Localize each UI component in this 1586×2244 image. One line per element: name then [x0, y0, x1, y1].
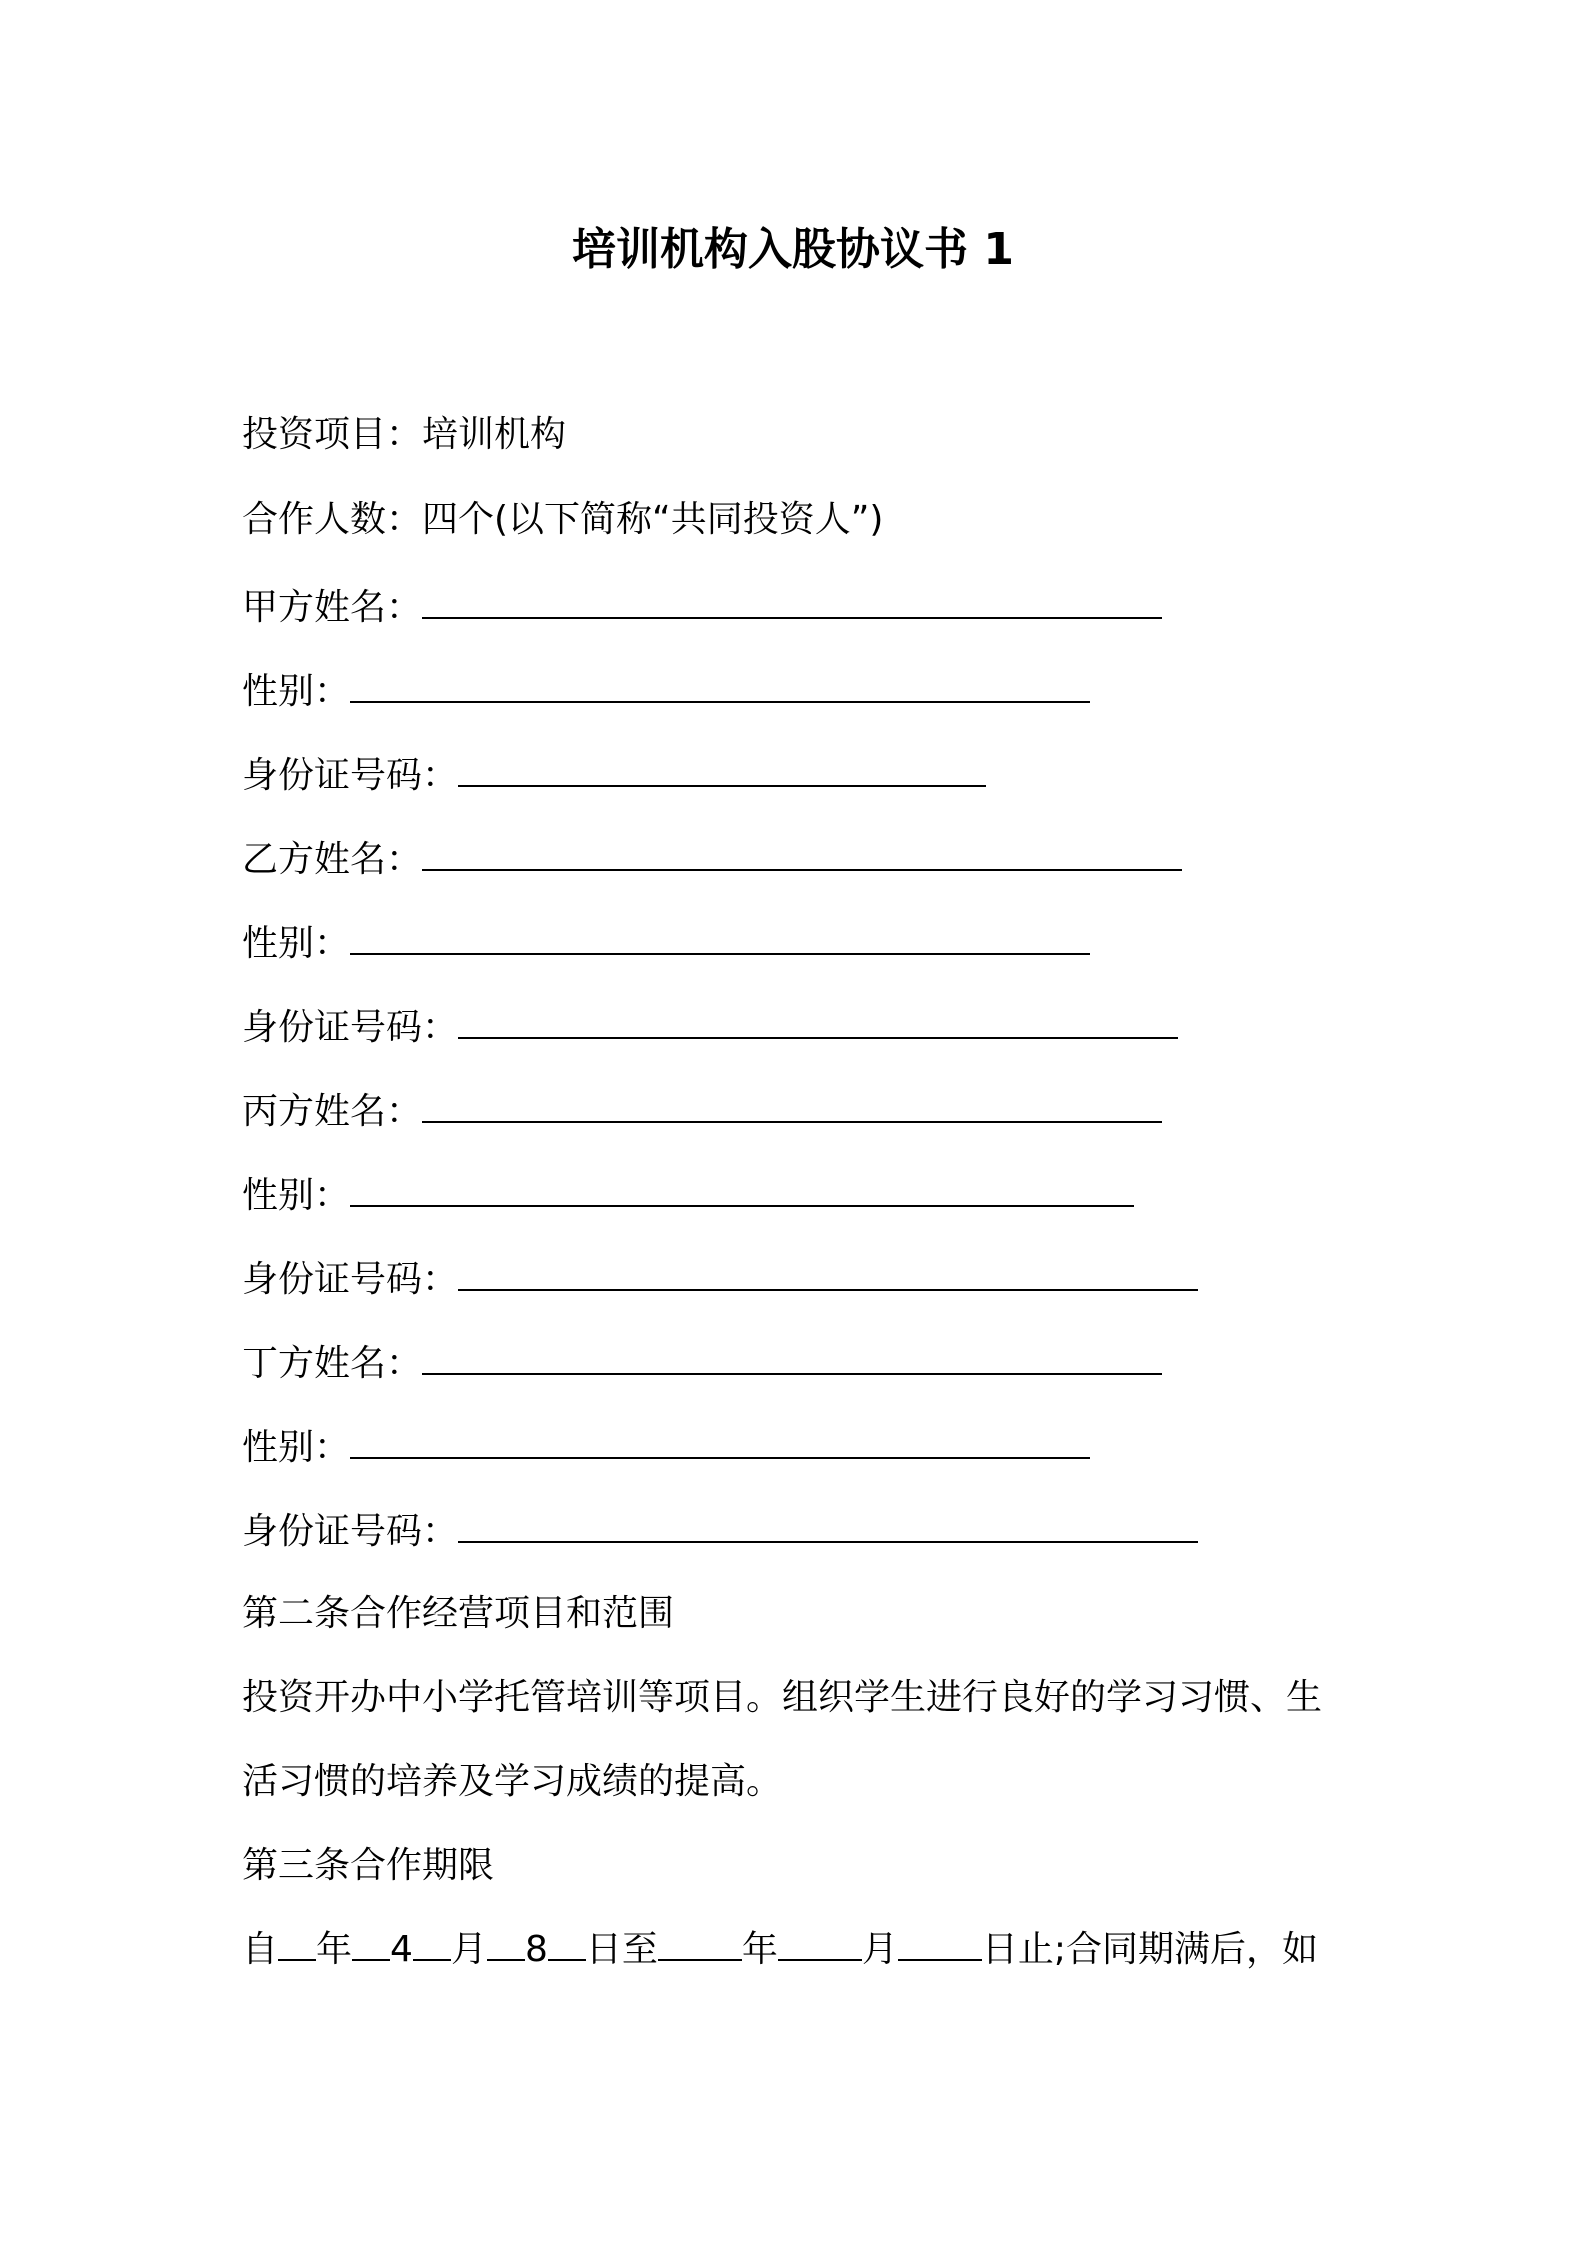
party-d-name-line — [242, 1334, 1162, 1394]
party-b-name-line — [242, 830, 1182, 890]
article-2-text-line-2: 活习惯的培养及学习成绩的提高。 — [242, 1761, 783, 1802]
project-label: 投资项目： — [242, 414, 423, 455]
partners-line — [242, 490, 883, 550]
party-c-id-label: 身份证号码： — [242, 1259, 459, 1300]
end-month-blank[interactable] — [778, 1925, 862, 1961]
party-a-id-label: 身份证号码： — [242, 755, 459, 796]
word-month-2: 月 — [861, 1929, 898, 1970]
word-year-1: 年 — [316, 1929, 353, 1970]
party-d-gender-label: 性别： — [242, 1427, 351, 1468]
project-value: 培训机构 — [422, 414, 567, 455]
party-a-gender-label: 性别： — [242, 671, 351, 712]
party-a-name-blank[interactable] — [422, 583, 1162, 619]
party-d-id-blank[interactable] — [458, 1507, 1198, 1543]
partners-value: 四个(以下简称“共同投资人”) — [422, 499, 884, 540]
article-2-text-line-1: 投资开办中小学托管培训等项目。组织学生进行良好的学习习惯、生 — [242, 1677, 1323, 1718]
party-c-id-line — [242, 1250, 1198, 1310]
end-day-blank[interactable] — [898, 1925, 982, 1961]
start-day-pre-blank — [487, 1925, 525, 1961]
party-a-id-line — [242, 746, 986, 806]
party-b-name-blank[interactable] — [422, 835, 1182, 871]
party-b-id-line — [242, 998, 1178, 1058]
party-d-gender-blank[interactable] — [350, 1423, 1090, 1459]
party-d-name-blank[interactable] — [422, 1339, 1162, 1375]
party-c-gender-label: 性别： — [242, 1175, 351, 1216]
article-3-period-line — [242, 1920, 1318, 1980]
project-line — [242, 405, 566, 465]
party-c-id-blank[interactable] — [458, 1255, 1198, 1291]
article-2-heading: 第二条合作经营项目和范围 — [242, 1593, 675, 1634]
party-d-gender-line — [242, 1418, 1090, 1478]
start-month-post-blank — [413, 1925, 451, 1961]
party-c-name-line — [242, 1082, 1162, 1142]
party-b-gender-label: 性别： — [242, 923, 351, 964]
party-c-gender-blank[interactable] — [350, 1171, 1134, 1207]
party-c-name-label: 丙方姓名： — [242, 1091, 423, 1132]
start-month-pre-blank — [352, 1925, 390, 1961]
party-d-id-label: 身份证号码： — [242, 1511, 459, 1552]
party-c-name-blank[interactable] — [422, 1087, 1162, 1123]
party-b-id-label: 身份证号码： — [242, 1007, 459, 1048]
party-b-name-label: 乙方姓名： — [242, 839, 423, 880]
party-c-gender-line — [242, 1166, 1134, 1226]
start-year-blank[interactable] — [278, 1925, 316, 1961]
word-year-2: 年 — [741, 1929, 778, 1970]
party-a-name-line — [242, 578, 1162, 638]
document-title: 培训机构入股协议书 1 — [572, 224, 1014, 275]
word-day-to: 日至 — [585, 1929, 658, 1970]
start-day-value: 8 — [524, 1929, 548, 1970]
end-year-blank[interactable] — [658, 1925, 742, 1961]
word-from: 自 — [242, 1929, 279, 1970]
start-month-value: 4 — [390, 1929, 413, 1970]
article-3-heading: 第三条合作期限 — [242, 1845, 495, 1886]
word-month-1: 月 — [450, 1929, 487, 1970]
party-a-gender-blank[interactable] — [350, 667, 1090, 703]
word-day-end: 日止;合同期满后，如 — [981, 1929, 1319, 1970]
party-a-name-label: 甲方姓名： — [242, 587, 423, 628]
party-a-id-blank[interactable] — [458, 751, 986, 787]
party-d-id-line — [242, 1502, 1198, 1562]
party-b-id-blank[interactable] — [458, 1003, 1178, 1039]
party-b-gender-line — [242, 914, 1090, 974]
party-d-name-label: 丁方姓名： — [242, 1343, 423, 1384]
party-b-gender-blank[interactable] — [350, 919, 1090, 955]
party-a-gender-line — [242, 662, 1090, 722]
start-day-post-blank — [548, 1925, 586, 1961]
partners-label: 合作人数： — [242, 499, 423, 540]
